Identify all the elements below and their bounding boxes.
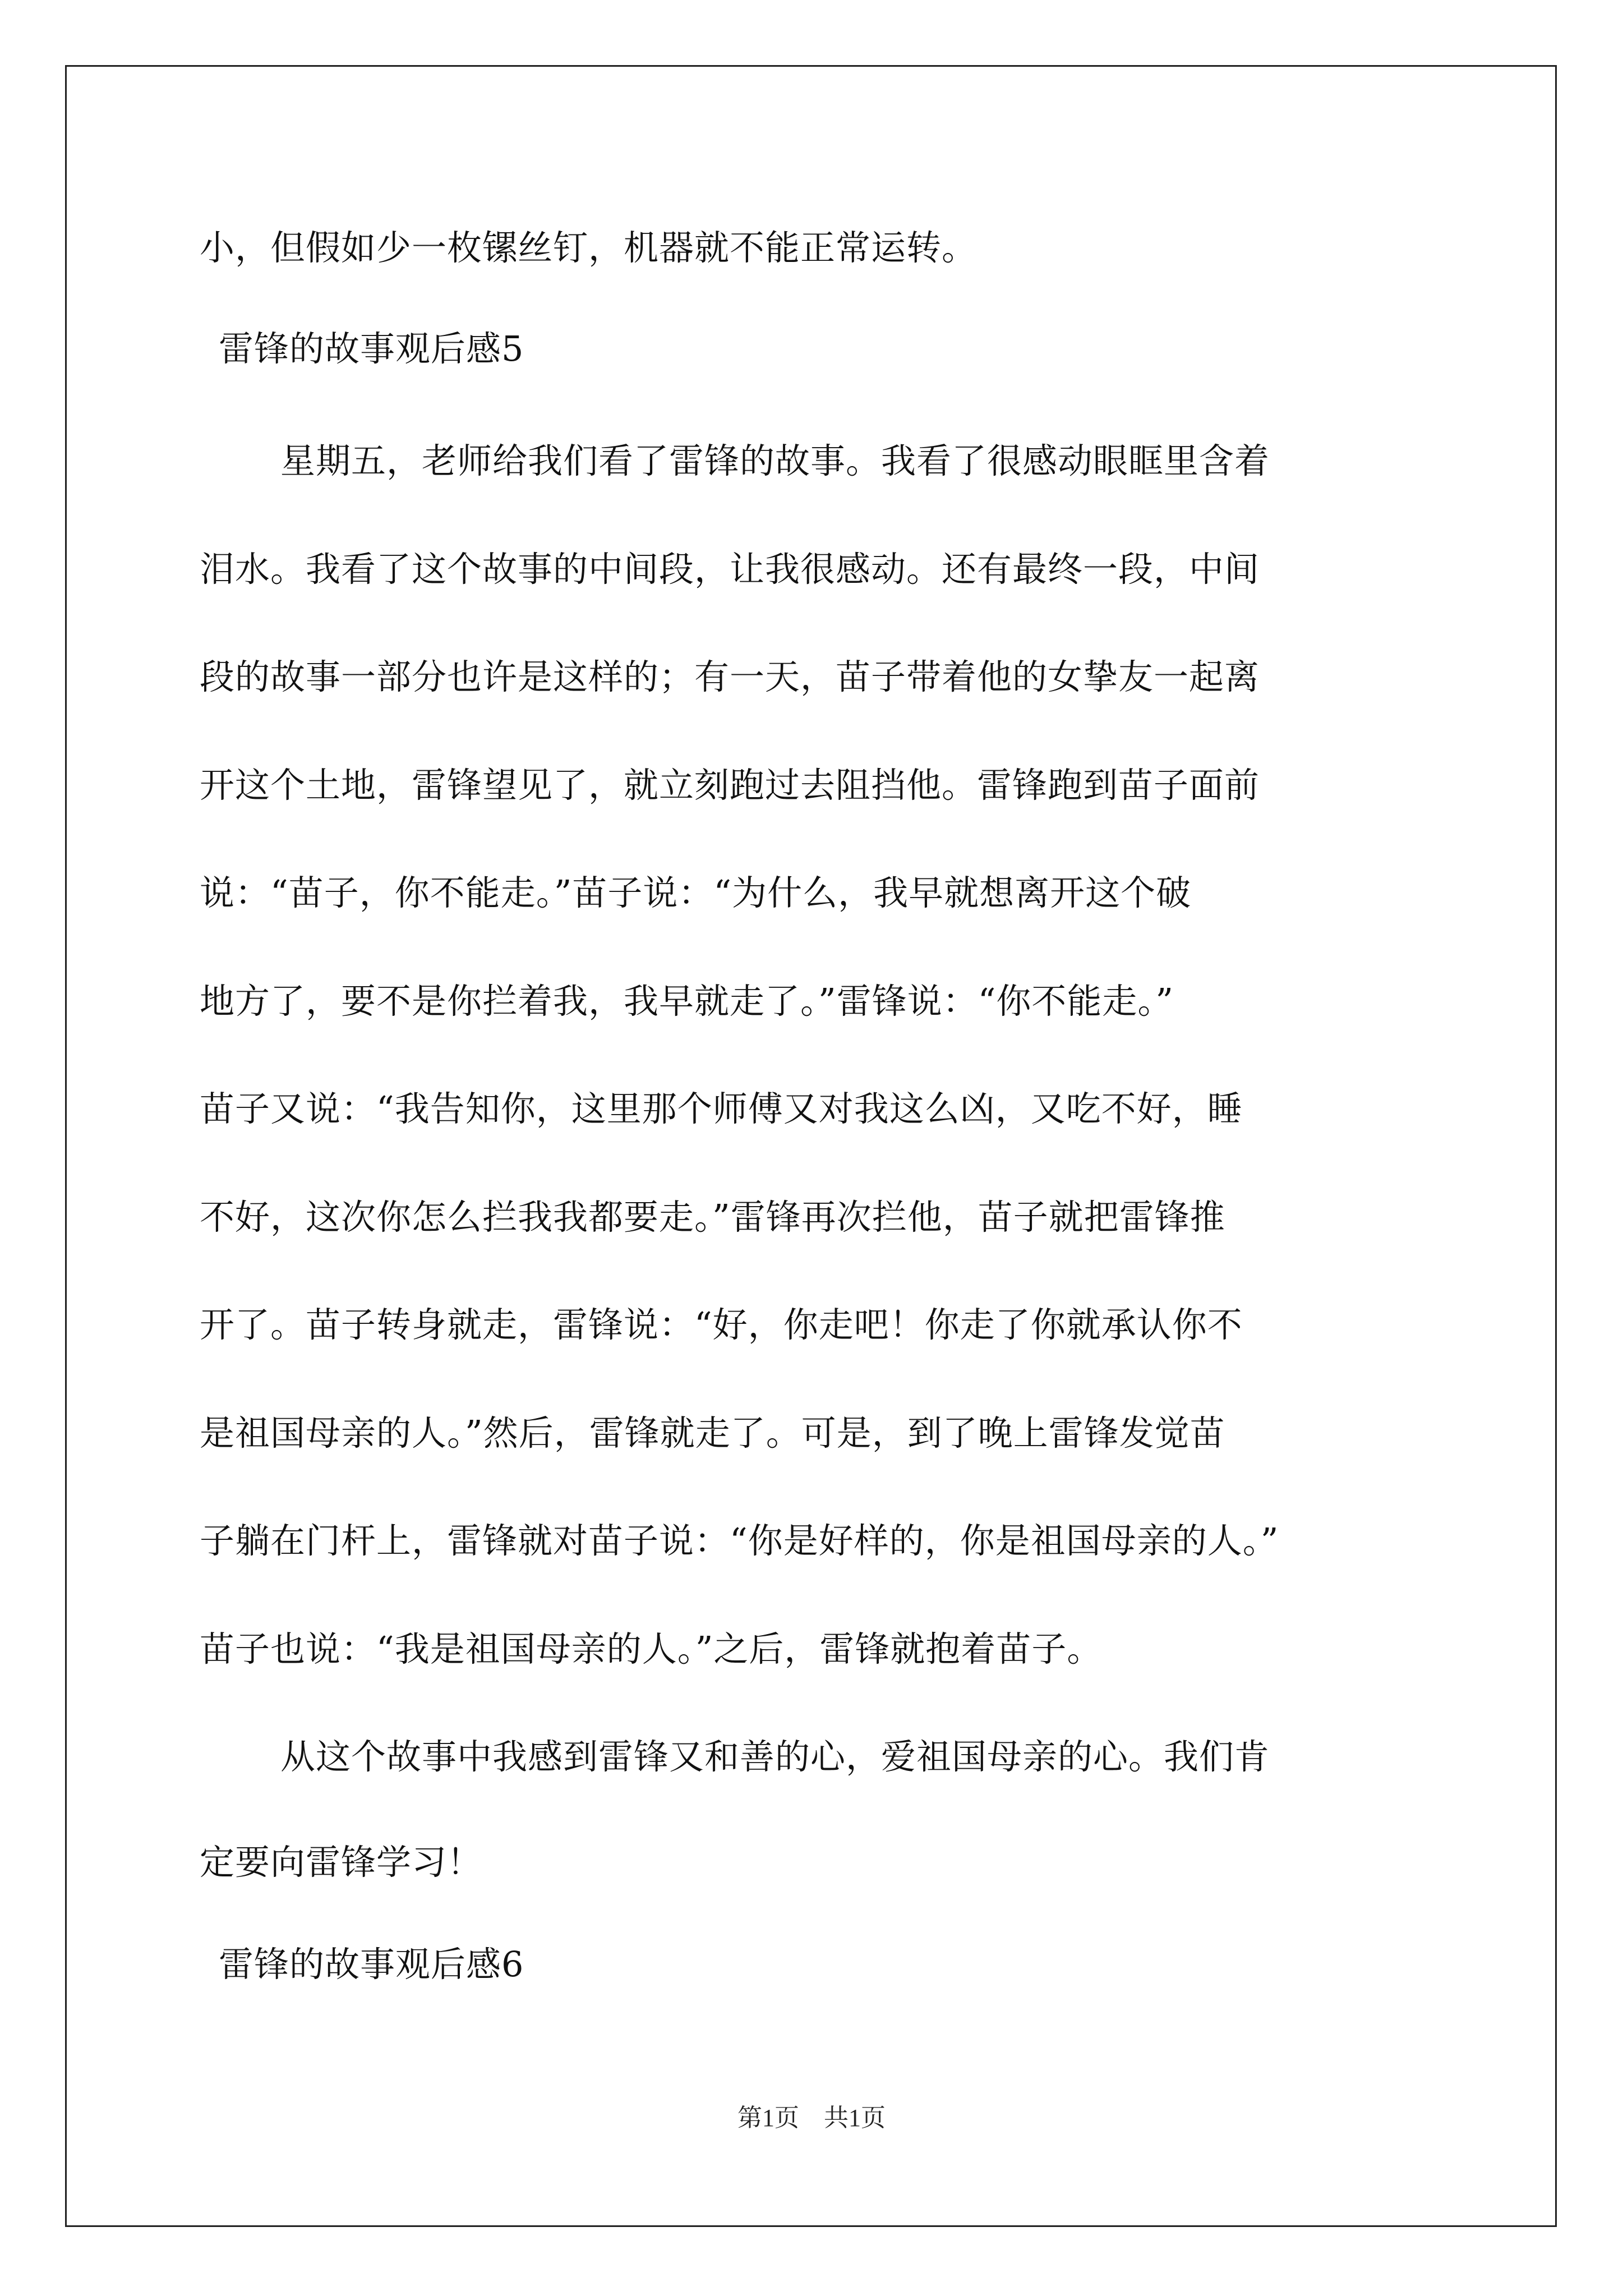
body-text-line: 说：“苗子，你不能走。”苗子说：“为什么，我早就想离开这个破 [200,872,1192,913]
section-heading-6: 雷锋的故事观后感6 [219,1944,524,1985]
body-text-line: 泪水。我看了这个故事的中间段，让我很感动。还有最终一段，中间 [200,549,1260,590]
body-text-line: 苗子又说：“我告知你，这里那个师傅又对我这么凶，又吃不好，睡 [200,1088,1243,1129]
body-text-line: 苗子也说：“我是祖国母亲的人。”之后，雷锋就抱着苗子。 [200,1628,1103,1669]
paragraph-first-line: 星期五，老师给我们看了雷锋的故事。我看了很感动眼眶里含着 [280,440,1270,481]
body-text-line: 段的故事一部分也许是这样的；有一天，苗子带着他的女挚友一起离 [200,656,1260,697]
section-heading-5: 雷锋的故事观后感5 [219,328,524,369]
body-text-line: 开这个土地，雷锋望见了，就立刻跑过去阻挡他。雷锋跑到苗子面前 [200,765,1260,806]
body-text-line: 是祖国母亲的人。”然后，雷锋就走了。可是，到了晚上雷锋发觉苗 [200,1412,1225,1453]
body-text-line: 不好，这次你怎么拦我我都要走。”雷锋再次拦他，苗子就把雷锋推 [200,1197,1225,1237]
body-text-line: 定要向雷锋学习！ [200,1842,483,1883]
paragraph-first-line: 从这个故事中我感到雷锋又和善的心，爱祖国母亲的心。我们肯 [280,1736,1270,1777]
body-text-line: 小，但假如少一枚镙丝钉，机器就不能正常运转。 [200,227,978,268]
page-border [65,65,1557,2227]
body-text-line: 开了。苗子转身就走，雷锋说：“好，你走吧！你走了你就承认你不 [200,1304,1243,1345]
page-footer: 第1页 共1页 [737,2104,886,2132]
body-text-line: 子躺在门杆上，雷锋就对苗子说：“你是好样的，你是祖国母亲的人。” [200,1520,1279,1561]
body-text-line: 地方了，要不是你拦着我，我早就走了。”雷锋说：“你不能走。” [200,981,1174,1022]
